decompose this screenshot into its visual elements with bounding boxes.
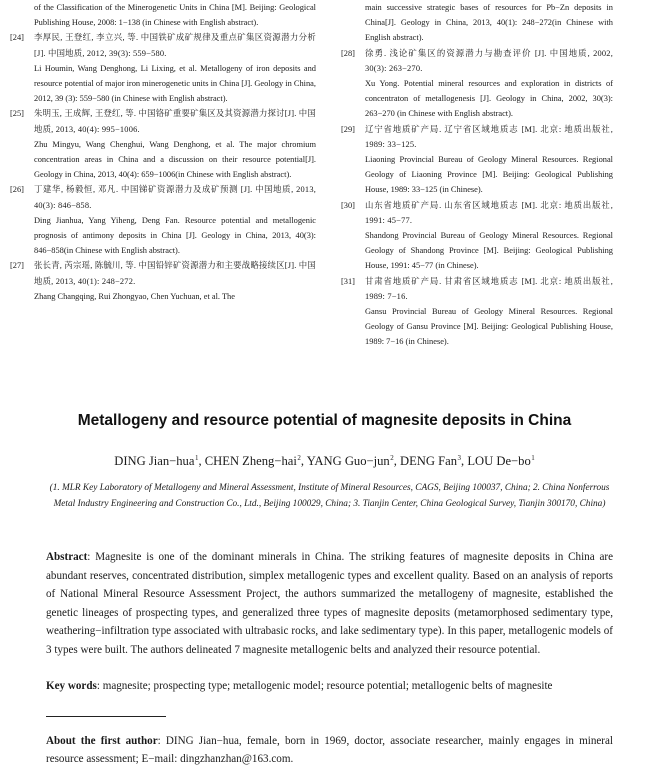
reference-list-left [10, 0, 316, 304]
reference-text-english: Ding Jianhua, Yang Yiheng, Deng Fan. Resource potential and metallogenic prognosis of antimony deposits in China [J]. Geology in China, 2013, 40(3): 846−858(in Chinese with English abstract). [34, 215, 316, 256]
author-name: YANG Guo−jun [306, 454, 390, 468]
footnote-text: : DING Jian−hua, female, born in 1969, doctor, associate researcher, mainly engages in mineral resource assessment; E−mail: dingzhanzhan@163.com. [46, 735, 613, 765]
abstract [46, 548, 613, 659]
author-affiliation-mark: 2 [297, 454, 301, 462]
reference-text-english: main successive strategic bases of resources for Pb−Zn deposits in China[J]. Geology in China, 2013, 40(1): 248−272(in Chinese with English abstract). [365, 3, 613, 43]
reference-entry [341, 0, 613, 46]
abstract-text: : Magnesite is one of the dominant minerals in China. The striking features of magnesite deposits in China are abundant reserves, concentrated distribution, simplex metallogenic types and excellent quality. Based on an analysis of reports of National Mineral Resource Assessment Project, the authors summarized the metallogeny of magnesite, established the genetic lineages of prospecting types, and generalized three types of magnesite deposits (metamorphosed sedimentary type, weathering−infiltration type associated with ultrabasic rocks, and lake sedimentary type). In this paper, metallogenic models of 3 types were built. The authors delineated 7 magnesite metallogenic belts and analyzed their resource potential. [46, 551, 613, 656]
reference-text-english: Zhang Changqing, Rui Zhongyao, Chen Yuchuan, et al. The [34, 291, 235, 301]
author-affiliation-mark: 1 [531, 454, 535, 462]
reference-text-chinese: 李厚民, 王登红, 李立兴, 等. 中国铁矿成矿规律及重点矿集区资源潜力分析[J]. 中国地质, 2012, 39(3): 559−580. [34, 33, 316, 58]
reference-text-english: Liaoning Provincial Bureau of Geology Mineral Resources. Regional Geology of Liaoning Province [M]. Beijing: Geological Publishing House, 1989: 33−125 (in Chinese). [365, 155, 613, 195]
reference-text-chinese: 朱明玉, 王成辉, 王登红, 等. 中国铬矿重要矿集区及其资源潜力探讨[J]. 中国地质, 2013, 40(4): 995−1006. [34, 109, 316, 134]
reference-text-chinese: 山东省地质矿产局. 山东省区域地质志 [M]. 北京: 地质出版社, 1991: 45−77. [365, 200, 613, 225]
reference-text-chinese: 张长青, 芮宗瑶, 陈毓川, 等. 中国铅锌矿资源潜力和主要战略接续区[J]. 中国地质, 2013, 40(1): 248−272. [34, 261, 316, 286]
reference-number: [29] [341, 124, 355, 134]
author-name: DING Jian−hua [114, 454, 195, 468]
reference-entry [10, 30, 316, 106]
author-affiliation-mark: 2 [390, 454, 394, 462]
reference-text-english: Zhu Mingyu, Wang Chenghui, Wang Denghong, et al. The major chromium concentration areas in China and a discussion on their resource potential[J]. Geology in China, 2013, 40(4): 659−1006(in Chinese with English abstract). [34, 139, 316, 180]
reference-number: [28] [341, 48, 355, 58]
reference-number: [25] [10, 109, 24, 119]
author-separator: , [393, 454, 400, 468]
reference-text-chinese: 徐勇. 浅论矿集区的资源潜力与勘查评价 [J]. 中国地质, 2002, 30(3): 263−270. [365, 48, 613, 73]
abstract-label: Abstract [46, 551, 88, 563]
reference-entry [10, 258, 316, 304]
reference-entry [341, 46, 613, 122]
author-separator: , [198, 454, 205, 468]
author-separator: , [461, 454, 468, 468]
author-affiliations: (1. MLR Key Laboratory of Metallogeny and Mineral Assessment, Institute of Mineral Resources, CAGS, Beijing 100037, China; 2. China Nonferrous Metal Industry Engineering and Construction Co., Ltd., Beijing 100029, China; 3. Tianjin Center, China Geological Survey, Tianjin 300170, China) [49, 483, 610, 509]
author-name: LOU De−bo [467, 454, 531, 468]
footnote-divider [46, 716, 166, 717]
reference-entry [341, 122, 613, 198]
reference-number: [30] [341, 200, 355, 210]
author-name: CHEN Zheng−hai [204, 454, 297, 468]
author-name: DENG Fan [400, 454, 458, 468]
reference-entry [10, 0, 316, 30]
reference-entry [341, 198, 613, 274]
first-author-footnote [46, 732, 613, 768]
reference-text-english: of the Classification of the Minerogenetic Units in China [M]. Beijing: Geological Publishing House, 2008: 1−138 (in Chinese with English abstract). [34, 3, 316, 28]
reference-text-chinese: 甘肃省地质矿产局. 甘肃省区域地质志 [M]. 北京: 地质出版社, 1989: 7−16. [365, 276, 613, 301]
reference-entry [341, 274, 613, 350]
reference-text-english: Gansu Provincial Bureau of Geology Mineral Resources. Regional Geology of Gansu Province [M]. Beijing: Geological Publishing House, 1989: 7−16 (in Chinese). [365, 307, 613, 347]
author-separator: , [300, 454, 307, 468]
reference-number: [27] [10, 261, 24, 271]
paper-title: Metallogeny and resource potential of magnesite deposits in China [77, 412, 572, 429]
keywords-label: Key words [46, 680, 97, 692]
author-affiliation-mark: 3 [457, 454, 462, 462]
reference-number: [24] [10, 33, 24, 43]
keywords [46, 677, 613, 696]
reference-entry [10, 106, 316, 182]
reference-text-english: Li Houmin, Wang Denghong, Li Lixing, et al. Metallogeny of iron deposits and resource potential of major iron minerogenetic units in China [J]. Geology in China, 2012, 39 (3): 559−580 (in Chinese with English abstract). [34, 63, 316, 104]
reference-list-right [341, 0, 613, 350]
reference-text-english: Xu Yong. Potential mineral resources and exploration in districts of concentraton of metallogenesis [J]. Geology in China, 2002, 30(3): 263−270 (in Chinese with English abstract). [365, 79, 613, 119]
reference-text-english: Shandong Provincial Bureau of Geology Mineral Resources. Regional Geology of Shandong Province [M]. Beijing: Geological Publishing House, 1991: 45−77 (in Chinese). [365, 231, 613, 271]
author-affiliation-mark: 1 [194, 454, 199, 462]
author-list [0, 454, 649, 469]
reference-text-chinese: 辽宁省地质矿产局. 辽宁省区域地质志 [M]. 北京: 地质出版社, 1989: 33−125. [365, 124, 613, 149]
reference-number: [26] [10, 185, 24, 195]
keywords-text: : magnesite; prospecting type; metallogenic model; resource potential; metallogenic belts of magnesite [96, 680, 553, 692]
footnote-label: About the first author [46, 735, 158, 747]
reference-entry [10, 182, 316, 258]
reference-number: [31] [341, 276, 355, 286]
reference-text-chinese: 丁建华, 杨毅恒, 邓凡. 中国锑矿资源潜力及成矿预测 [J]. 中国地质, 2013, 40(3): 846−858. [34, 185, 316, 210]
